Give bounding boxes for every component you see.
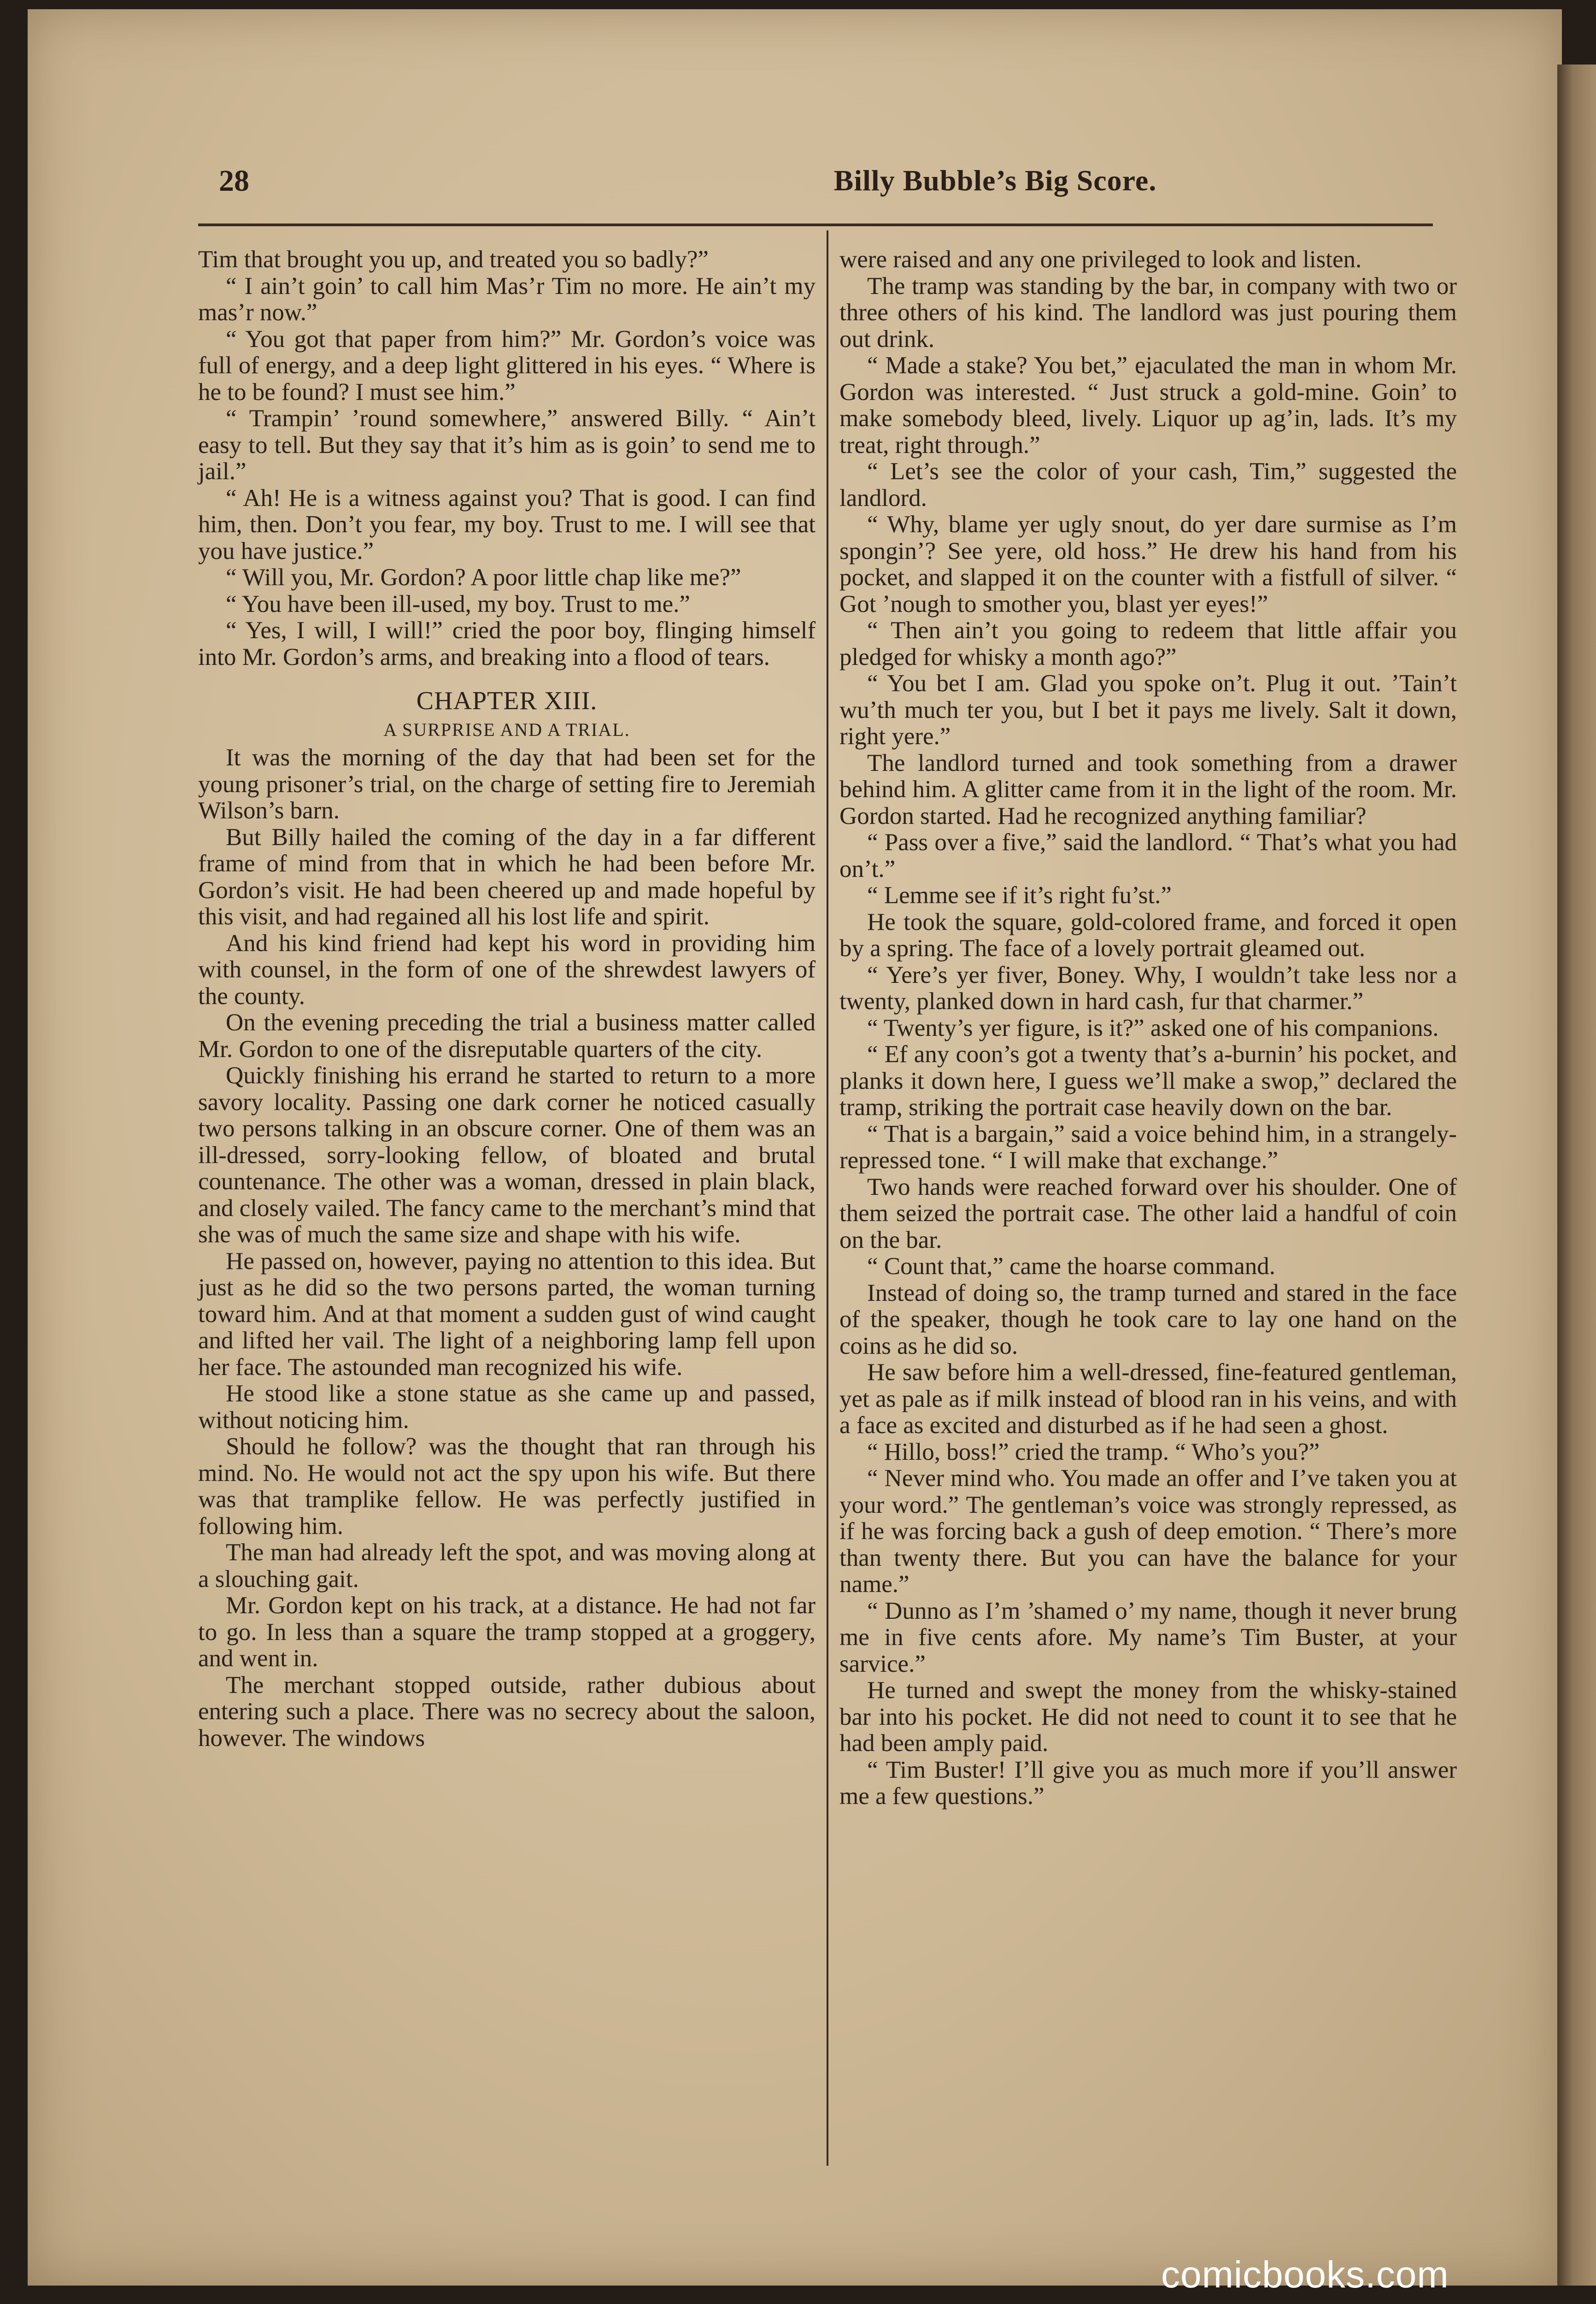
paragraph: On the evening preceding the trial a business matter called Mr. Gordon to one of the disreputable quarters of the city.	[198, 1009, 816, 1063]
paragraph: The man had already left the spot, and was moving along at a slouching gait.	[198, 1539, 816, 1593]
paragraph: “ Never mind who. You made an offer and I’ve taken you at your word.” The gentleman’s voice was strongly repressed, as if he was forcing back a gush of deep emotion. “ There’s more than twenty there. But you can have the balance for your name.”	[839, 1465, 1457, 1598]
paragraph: “ Yes, I will, I will!” cried the poor boy, flinging himself into Mr. Gordon’s arms, and breaking into a flood of tears.	[198, 617, 816, 670]
paragraph: “ Count that,” came the hoarse command.	[867, 1253, 1275, 1280]
paragraph: “ Trampin’ ’round somewhere,” answered Billy. “ Ain’t easy to tell. But they say that it’s him as is goin’ to send me to jail.”	[198, 405, 816, 485]
paragraph: “ Pass over a five,” said the landlord. “ That’s what you had on’t.”	[839, 829, 1457, 882]
paragraph: “ Tim Buster! I’ll give you as much more if you’ll answer me a few questions.”	[839, 1756, 1457, 1810]
next-page-edge	[1557, 65, 1596, 2286]
paragraph: The merchant stopped outside, rather dubious about entering such a place. There was no secrecy about the saloon, however. The windows	[198, 1671, 816, 1752]
paragraph: “ Then ain’t you going to redeem that little affair you pledged for whisky a month ago?”	[839, 617, 1457, 670]
paragraph: Two hands were reached forward over his shoulder. One of them seized the portrait case. The other laid a handful of coin on the bar.	[839, 1173, 1457, 1253]
paragraph: He took the square, gold-colored frame, and forced it open by a spring. The face of a lovely portrait gleamed out.	[839, 908, 1457, 962]
paragraph: were raised and any one privileged to look and listen.	[839, 246, 1362, 273]
paragraph: “ Dunno as I’m ’shamed o’ my name, though it never brung me in five cents afore. My name’s Tim Buster, at your sarvice.”	[839, 1597, 1457, 1677]
chapter-title: CHAPTER XIII.	[416, 687, 598, 715]
paragraph: “ Lemme see if it’s right fu’st.”	[867, 882, 1172, 909]
chapter-subtitle: A SURPRISE AND A TRIAL.	[383, 719, 630, 740]
paragraph: “ That is a bargain,” said a voice behind him, in a strangely-repressed tone. “ I will make that exchange.”	[839, 1120, 1457, 1174]
paragraph: “ Why, blame yer ugly snout, do yer dare surmise as I’m spongin’? See yere, old hoss.” He drew his hand from his pocket, and slapped it on the counter with a fistfull of silver. “ Got ’nough to smother you, blast yer eyes!”	[839, 511, 1457, 617]
paragraph: “ Ef any coon’s got a twenty that’s a-burnin’ his pocket, and planks it down here, I guess we’ll make a swop,” declared the tramp, striking the portrait case heavily down on the bar.	[839, 1041, 1457, 1121]
page-header	[194, 164, 1433, 219]
column-divider	[827, 230, 828, 2166]
paragraph: The landlord turned and took something from a drawer behind him. A glitter came from it in the light of the room. Mr. Gordon started. Had he recognized anything familiar?	[839, 749, 1457, 829]
paragraph: “ Let’s see the color of your cash, Tim,” suggested the landlord.	[839, 458, 1457, 511]
paragraph: He stood like a stone statue as she came up and passed, without noticing him.	[198, 1380, 816, 1434]
paragraph: The tramp was standing by the bar, in company with two or three others of his kind. The landlord was just pouring them out drink.	[839, 272, 1457, 353]
paragraph: “ You got that paper from him?” Mr. Gordon’s voice was full of energy, and a deep light glittered in his eyes. “ Where is he to be found? I must see him.”	[198, 325, 816, 406]
paragraph: “ Twenty’s yer figure, is it?” asked one of his companions.	[867, 1014, 1439, 1041]
paragraph: “ You have been ill-used, my boy. Trust to me.”	[226, 590, 690, 617]
paragraph: “ Hillo, boss!” cried the tramp. “ Who’s you?”	[867, 1438, 1320, 1465]
paragraph: “ Yere’s yer fiver, Boney. Why, I wouldn’t take less nor a twenty, planked down in hard cash, fur that charmer.”	[839, 961, 1457, 1015]
paragraph: “ Ah! He is a witness against you? That is good. I can find him, then. Don’t you fear, my boy. Trust to me. I will see that you have justice.”	[198, 484, 816, 564]
paragraph: But Billy hailed the coming of the day in a far different frame of mind from that in which he had been before Mr. Gordon’s visit. He had been cheered up and made hopeful by this visit, and had regained all his lost life and spirit.	[198, 823, 816, 930]
paragraph: “ Will you, Mr. Gordon? A poor little chap like me?”	[226, 564, 741, 591]
paragraph: “ I ain’t goin’ to call him Mas’r Tim no more. He ain’t my mas’r now.”	[198, 272, 816, 326]
paragraph: He turned and swept the money from the whisky-stained bar into his pocket. He did not need to count it to see that he had been amply paid.	[839, 1677, 1457, 1757]
header-rule	[198, 223, 1433, 226]
paragraph: He saw before him a well-dressed, fine-featured gentleman, yet as pale as if milk instead of blood ran in his veins, and with a face as excited and disturbed as if he had seen a ghost.	[839, 1359, 1457, 1439]
running-title: Billy Bubble’s Big Score.	[833, 164, 1157, 197]
paragraph: Instead of doing so, the tramp turned and stared in the face of the speaker, though he took care to lay one hand on the coins as he did so.	[839, 1279, 1457, 1359]
paragraph: “ You bet I am. Glad you spoke on’t. Plug it out. ’Tain’t wu’th much ter you, but I bet it pays me lively. Salt it down, right yere.”	[839, 670, 1457, 750]
paragraph: It was the morning of the day that had been set for the young prisoner’s trial, on the charge of setting fire to Jeremiah Wilson’s barn.	[198, 744, 816, 824]
paragraph: He passed on, however, paying no attention to this idea. But just as he did so the two persons parted, the woman turning toward him. And at that moment a sudden gust of wind caught and lifted her vail. The light of a neighboring lamp fell upon her face. The astounded man recognized his wife.	[198, 1247, 816, 1381]
right-column	[839, 247, 1457, 1810]
paragraph: Tim that brought you up, and treated you so badly?”	[198, 246, 709, 273]
paragraph: Should he follow? was the thought that ran through his mind. No. He would not act the spy upon his wife. But there was that tramplike fellow. He was perfectly justified in following him.	[198, 1433, 816, 1540]
left-column	[198, 247, 816, 1752]
paragraph: “ Made a stake? You bet,” ejaculated the man in whom Mr. Gordon was interested. “ Just struck a gold-mine. Goin’ to make somebody bleed, lively. Liquor up ag’in, lads. It’s my treat, right through.”	[839, 352, 1457, 458]
page-number: 28	[219, 164, 249, 198]
paragraph: Mr. Gordon kept on his track, at a distance. He had not far to go. In less than a square the tramp stopped at a groggery, and went in.	[198, 1592, 816, 1672]
watermark-text: comicbooks.com	[1161, 2254, 1449, 2296]
paragraph: Quickly finishing his errand he started to return to a more savory locality. Passing one dark corner he noticed casually two persons talking in an obscure corner. One of them was an ill-dressed, sorry-looking fellow, of bloated and brutal countenance. The other was a woman, dressed in plain black, and closely vailed. The fancy came to the merchant’s mind that she was of much the same size and shape with his wife.	[198, 1062, 816, 1248]
paragraph: And his kind friend had kept his word in providing him with counsel, in the form of one of the shrewdest lawyers of the county.	[198, 929, 816, 1010]
